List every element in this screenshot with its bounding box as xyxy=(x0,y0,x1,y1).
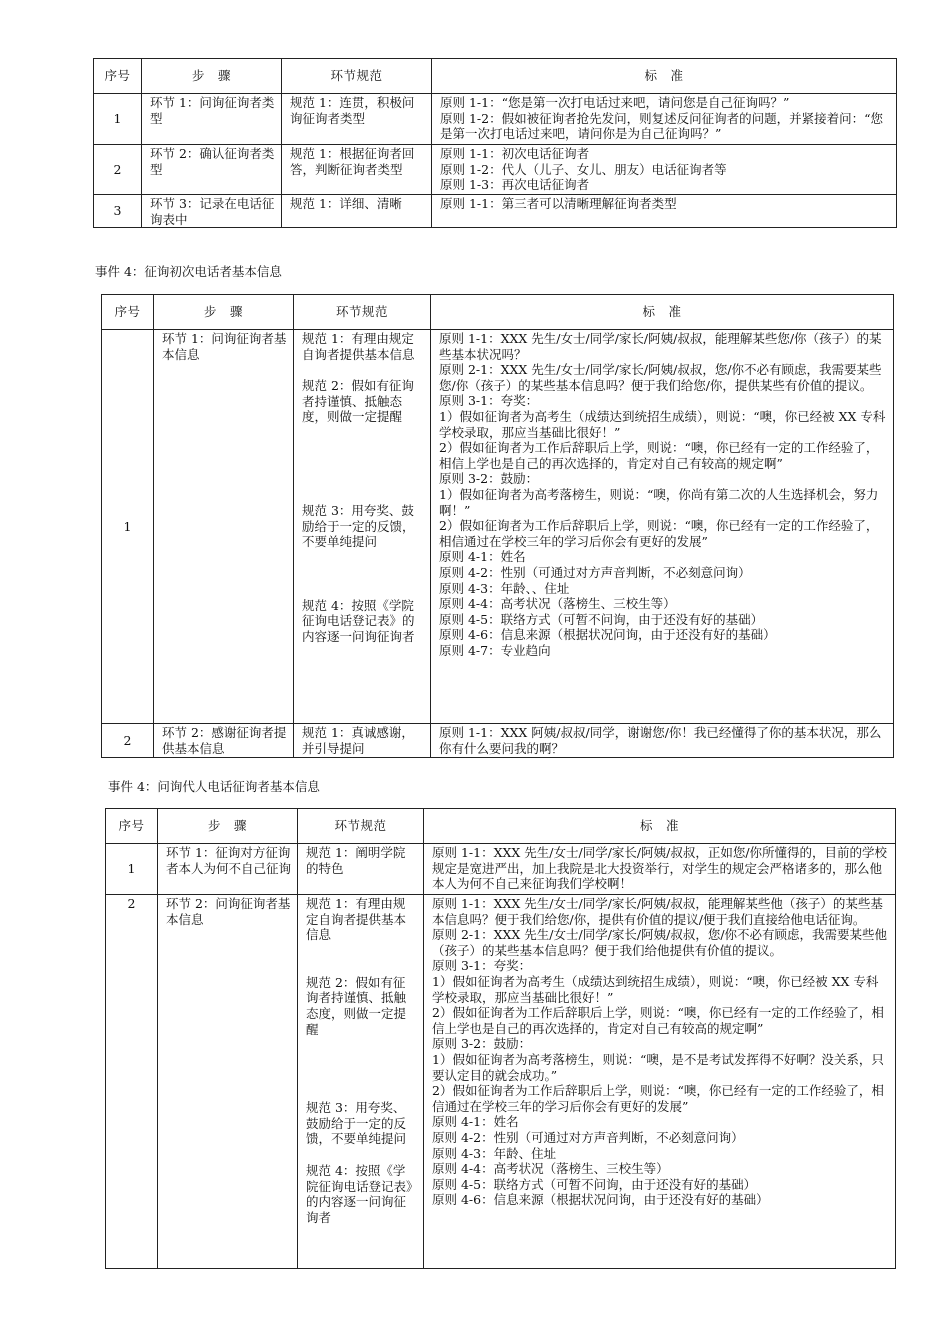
row-step: 环节 1：问询征询者类型 xyxy=(142,94,282,145)
row-seq: 1 xyxy=(102,330,154,724)
row-norm: 规范 1：详细、清晰 xyxy=(282,195,432,228)
row-seq: 3 xyxy=(94,195,142,228)
row-standard: 原则 1-1：XXX 先生/女士/同学/家长/阿姨/叔叔，能理解某些他（孩子）的某些基本信息吗？便于我们给您/你，提供有价值的提议/便于我们直接给他电话征询。 原则 2-1：XXX 先生/女士/同学/家长/阿姨/叔叔，您/你不必有顾虑，我需要某些他（孩子）的某些基本信息吗？便于我们给他提供有价值的提议。 原则 3-1：夸奖： 1）假如征询者为高考生（成绩达到统招生成绩），则说：“噢，你已经被 XX 专科学校录取，那应当基础比很好！” 2）假如征询者为工作后辞职后上学，则说：“噢，你已经有一定的工作经验了，相信上学也是自己的再次选择的，肯定对自己有较高的规定啊” 原则 3-2：鼓励： 1）假如征询者为高考落榜生，则说：“噢，是不是考试发挥得不好啊？没关系，只要认定目的就会成功。” 2）假如征询者为工作后辞职后上学，则说：“噢，你已经有一定的工作经验了，相信通过在学校三年的学习后你会有更好的发展” 原则 4-1：姓名 原则 4-2：性别（可通过对方声音判断，不必刻意问询） 原则 4-3：年龄、住址 原则 4-4：高考状况（落榜生、三校生等） 原则 4-5：联络方式（可暂不问询，由于还没有好的基础） 原则 4-6：信息来源（根据状况问询，由于还没有好的基础） xyxy=(424,895,896,1269)
table-header-row xyxy=(102,295,894,330)
event-title: 事件 4：征询初次电话者基本信息 xyxy=(95,264,282,279)
row-step: 环节 3：记录在电话征询表中 xyxy=(142,195,282,228)
table-event-3 xyxy=(93,58,897,228)
table-event-4-first-call xyxy=(101,294,894,758)
row-seq: 1 xyxy=(106,844,158,895)
header-norm: 环节规范 xyxy=(298,809,424,844)
row-standard: 原则 1-1：第三者可以清晰理解征询者类型 xyxy=(432,195,897,228)
event-title: 事件 4：问询代人电话征询者基本信息 xyxy=(108,779,320,794)
row-seq: 2 xyxy=(102,724,154,758)
row-step: 环节 2：确认征询者类型 xyxy=(142,145,282,195)
row-norm: 规范 1：有理由规定自询者提供基本信息 规范 2：假如有征询者持谨慎、抵触态度，则做一定提醒 规范 3：用夸奖、鼓励给于一定的反馈，不要单纯提问 规范 4：按照《学院征询电话登记表》的内容逐一问询征询者 xyxy=(294,330,431,724)
header-step: 步 骤 xyxy=(154,295,294,330)
row-norm: 规范 1：阐明学院的特色 xyxy=(298,844,424,895)
row-step: 环节 1：征询对方征询者本人为何不自己征询 xyxy=(158,844,298,895)
row-norm: 规范 1：真诚感谢，并引导提问 xyxy=(294,724,431,758)
table-row xyxy=(94,145,897,195)
table-row xyxy=(106,844,896,895)
header-seq: 序号 xyxy=(94,59,142,94)
header-step: 步 骤 xyxy=(158,809,298,844)
row-standard: 原则 1-1：XXX 阿姨/叔叔/同学，谢谢您/你！我已经懂得了你的基本状况，那么你有什么要问我的啊？ xyxy=(431,724,894,758)
row-standard: 原则 1-1：XXX 先生/女士/同学/家长/阿姨/叔叔，能理解某些您/你（孩子）的某些基本状况吗？ 原则 2-1：XXX 先生/女士/同学/家长/阿姨/叔叔，您/你不必有顾虑，我需要某些您/你（孩子）的某些基本信息吗？便于我们给您/你，提供某些有价值的提议。 原则 3-1：夸奖： 1）假如征询者为高考生（成绩达到统招生成绩），则说：“噢，你已经被 XX 专科学校录取，那应当基础比很好！” 2）假如征询者为工作后辞职后上学，则说：“噢，你已经有一定的工作经验了，相信上学也是自己的再次选择的，肯定对自己有较高的规定啊” 原则 3-2：鼓励： 1）假如征询者为高考落榜生，则说：“噢，你尚有第二次的人生选择机会，努力啊！” 2）假如征询者为工作后辞职后上学，则说：“噢，你已经有一定的工作经验了，相信通过在学校三年的学习后你会有更好的发展” 原则 4-1：姓名 原则 4-2：性别（可通过对方声音判断，不必刻意问询） 原则 4-3：年龄、、住址 原则 4-4：高考状况（落榜生、三校生等） 原则 4-5：联络方式（可暂不问询，由于还没有好的基础） 原则 4-6：信息来源（根据状况问询，由于还没有好的基础） 原则 4-7：专业趋向 xyxy=(431,330,894,724)
row-seq: 1 xyxy=(94,94,142,145)
row-norm: 规范 1：连贯，积极问询征询者类型 xyxy=(282,94,432,145)
table-event-4-proxy-call xyxy=(105,808,896,1269)
row-seq: 2 xyxy=(106,895,158,1269)
table-row xyxy=(94,195,897,228)
row-step: 环节 2：问询征询者基本信息 xyxy=(158,895,298,1269)
row-seq: 2 xyxy=(94,145,142,195)
row-norm: 规范 1：根据征询者回答，判断征询者类型 xyxy=(282,145,432,195)
table-row xyxy=(102,724,894,758)
header-standard: 标 准 xyxy=(431,295,894,330)
row-step: 环节 1：问询征询者基本信息 xyxy=(154,330,294,724)
header-seq: 序号 xyxy=(106,809,158,844)
header-step: 步 骤 xyxy=(142,59,282,94)
row-standard: 原则 1-1：“您是第一次打电话过来吧，请问您是自己征询吗？” 原则 1-2：假如被征询者抢先发问，则复述反问征询者的问题，并紧接着问：“您是第一次打电话过来吧，请问你是为自己征询吗？” xyxy=(432,94,897,145)
row-norm: 规范 1：有理由规定自询者提供基本信息 规范 2：假如有征询者持谨慎、抵触态度，则做一定提醒 规范 3：用夸奖、鼓励给于一定的反馈，不要单纯提问 规范 4：按照《学院征询电话登记表》的内容逐一问询征询者 xyxy=(298,895,424,1269)
row-standard: 原则 1-1：初次电话征询者 原则 1-2：代人（儿子、女儿、朋友）电话征询者等 原则 1-3：再次电话征询者 xyxy=(432,145,897,195)
header-norm: 环节规范 xyxy=(282,59,432,94)
header-norm: 环节规范 xyxy=(294,295,431,330)
row-step: 环节 2：感谢征询者提供基本信息 xyxy=(154,724,294,758)
row-standard: 原则 1-1：XXX 先生/女士/同学/家长/阿姨/叔叔，正如您/你所懂得的，目前的学校规定是宽进严出，加上我院是北大投资举行，对学生的规定会严格诸多的，那么他本人为何不自己来征询我们学校啊！ xyxy=(424,844,896,895)
table-header-row xyxy=(94,59,897,94)
table-row xyxy=(106,895,896,1269)
header-seq: 序号 xyxy=(102,295,154,330)
table-header-row xyxy=(106,809,896,844)
header-standard: 标 准 xyxy=(432,59,897,94)
header-standard: 标 准 xyxy=(424,809,896,844)
table-row xyxy=(94,94,897,145)
table-row xyxy=(102,330,894,724)
